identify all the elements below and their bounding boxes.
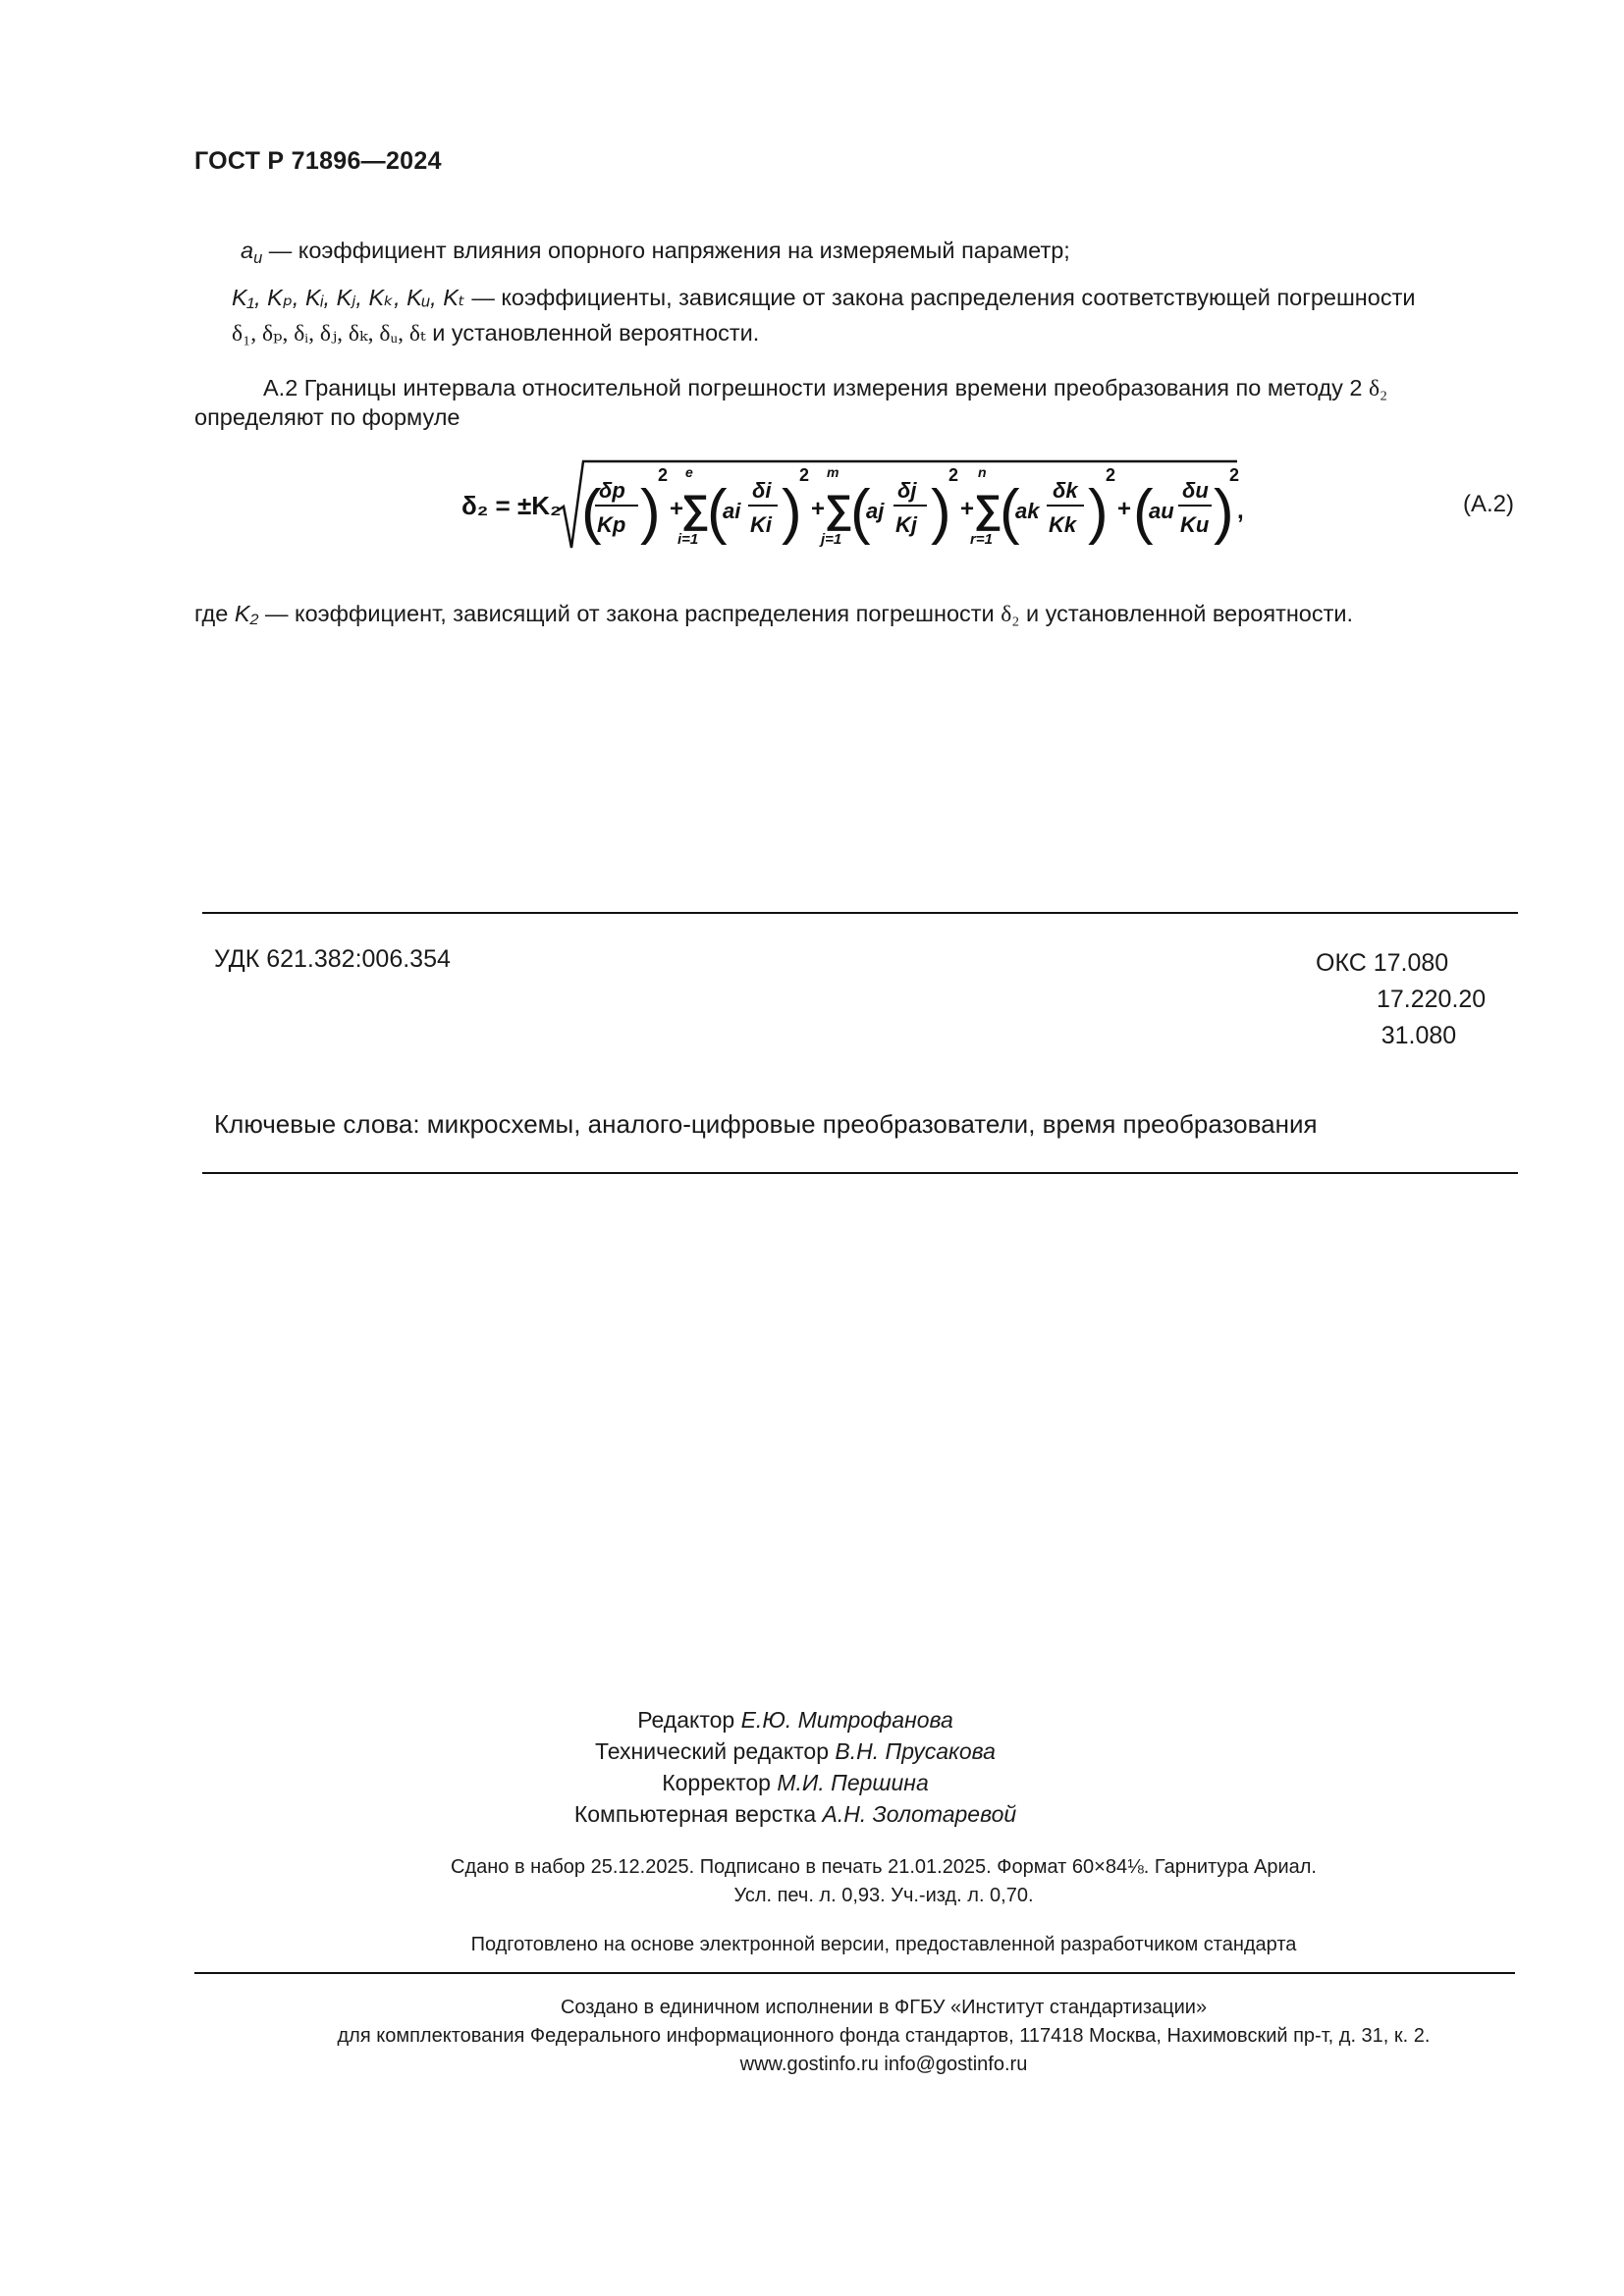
term1-denominator: Kp [597, 512, 626, 537]
where-prefix: где [194, 601, 229, 626]
term3-coefficient: aj [866, 499, 885, 523]
paragraph-a2-text: А.2 Границы интервала относительной погрешности измерения времени преобразования по методу 2 [263, 375, 1363, 400]
plus-sign: + [960, 496, 975, 522]
summation-sign: ∑ [681, 488, 710, 531]
imprint-line: Сдано в набор 25.12.2025. Подписано в печать 21.01.2025. Формат 60×84⅛. Гарнитура Ариал. [451, 1856, 1317, 1878]
keywords-value: микросхемы, аналого-цифровые преобразователи, время преобразования [426, 1109, 1318, 1139]
udk-code: УДК 621.382:006.354 [214, 945, 451, 973]
oks-code: 17.220.20 [1376, 986, 1487, 1013]
oks-code: ОКС 17.080 [1316, 949, 1449, 977]
sum-upper-limit: m [827, 464, 839, 480]
paren-left: ( [581, 478, 602, 546]
sum-lower-limit: j=1 [821, 531, 842, 548]
term5-coefficient: au [1149, 499, 1174, 523]
created-line: для комплектования Федерального информационного фонда стандартов, 117418 Москва, Нахимовский пр-т, д. 31, к. 2. [337, 2025, 1431, 2047]
sum-upper-limit: n [978, 464, 987, 480]
exponent: 2 [1106, 465, 1116, 485]
keywords-label: Ключевые слова: [214, 1109, 420, 1139]
divider-bottom [202, 1172, 1518, 1174]
website-links: www.gostinfo.ru info@gostinfo.ru [739, 2054, 1028, 2075]
coefficients-text: — коэффициенты, зависящие от закона распределения соответствующей погрешности [471, 285, 1416, 310]
paren-right: ) [782, 478, 802, 546]
prepared-note: Подготовлено на основе электронной версии, предоставленной разработчиком стандарта [470, 1934, 1297, 1955]
paren-right: ) [931, 478, 951, 546]
exponent: 2 [1229, 465, 1240, 485]
term4-numerator: δk [1053, 478, 1078, 503]
delta-symbols: δ₁, δₚ, δᵢ, δⱼ, δₖ, δᵤ, δₜ [232, 321, 426, 347]
definition-au [241, 234, 1070, 267]
formula-lhs: δ₂ = ±K₂ [461, 491, 562, 520]
definition-coefficients-cont [232, 316, 759, 350]
paren-left: ( [850, 478, 871, 546]
definition-text: — коэффициент влияния опорного напряжения на измеряемый параметр; [268, 238, 1070, 263]
summation-sign: ∑ [825, 488, 853, 531]
credit-line: Технический редактор В.Н. Прусакова [595, 1738, 996, 1764]
divider-footer [194, 1972, 1515, 1974]
plus-sign: + [670, 496, 684, 522]
paragraph-a2-delta: δ₂ [1368, 376, 1388, 401]
where-delta: δ₂ [1001, 602, 1020, 627]
paragraph-a2-cont: определяют по формуле [194, 404, 460, 430]
symbol-a: a [241, 238, 254, 263]
document-number: ГОСТ Р 71896—2024 [194, 147, 442, 175]
term2-denominator: Ki [750, 512, 772, 537]
exponent: 2 [658, 465, 669, 485]
paren-left: ( [1000, 478, 1020, 546]
oks-code: 31.080 [1380, 1022, 1457, 1049]
oks-codes [1316, 945, 1487, 1054]
term2-coefficient: ai [723, 499, 741, 523]
where-clause [194, 597, 1353, 631]
credits [393, 1704, 1198, 1830]
paren-right: ) [640, 478, 661, 546]
term5-numerator: δu [1182, 478, 1209, 503]
plus-sign: + [1117, 496, 1132, 522]
plus-sign: + [811, 496, 826, 522]
sum-lower-limit: i=1 [677, 531, 699, 548]
definition-coefficients [232, 281, 1518, 314]
sum-lower-limit: r=1 [970, 531, 993, 548]
term3-denominator: Kj [895, 512, 917, 537]
imprint [196, 1853, 1571, 1910]
paren-left: ( [1133, 478, 1154, 546]
credit-line: Редактор Е.Ю. Митрофанова [637, 1707, 953, 1733]
keywords [214, 1109, 1318, 1140]
coefficient-symbols: K₁, Kₚ, Kᵢ, Kⱼ, Kₖ, Kᵤ, Kₜ [232, 285, 465, 310]
exponent: 2 [799, 465, 810, 485]
sum-upper-limit: e [685, 464, 693, 480]
term5-denominator: Ku [1180, 512, 1210, 537]
term4-denominator: Kk [1049, 512, 1077, 537]
summation-sign: ∑ [974, 488, 1002, 531]
equation-number: (А.2) [1463, 491, 1515, 517]
paren-right: ) [1214, 478, 1234, 546]
paren-right: ) [1088, 478, 1109, 546]
term3-numerator: δj [897, 478, 917, 503]
formula-trailing-comma: , [1237, 498, 1244, 524]
where-suffix: и установленной вероятности. [1026, 601, 1354, 626]
term4-coefficient: ak [1015, 499, 1040, 523]
where-symbol: K₂ [234, 601, 259, 626]
coefficients-text-cont: и установленной вероятности. [432, 320, 760, 346]
paren-left: ( [707, 478, 728, 546]
created-line: Создано в единичном исполнении в ФГБУ «Институт стандартизации» [560, 1997, 1208, 2018]
credit-line: Компьютерная верстка А.Н. Золотаревой [573, 1801, 1017, 1827]
credit-line: Корректор М.И. Першина [662, 1770, 929, 1795]
created-note [196, 1994, 1571, 2079]
symbol-subscript: u [253, 249, 263, 267]
exponent: 2 [948, 465, 959, 485]
where-text: — коэффициент, зависящий от закона распределения погрешности [265, 601, 995, 626]
term2-numerator: δi [752, 478, 772, 503]
imprint-line: Усл. печ. л. 0,93. Уч.-изд. л. 0,70. [733, 1885, 1034, 1906]
formula-a2 [461, 454, 1247, 561]
term1-numerator: δp [599, 478, 625, 503]
divider-top [202, 912, 1518, 914]
